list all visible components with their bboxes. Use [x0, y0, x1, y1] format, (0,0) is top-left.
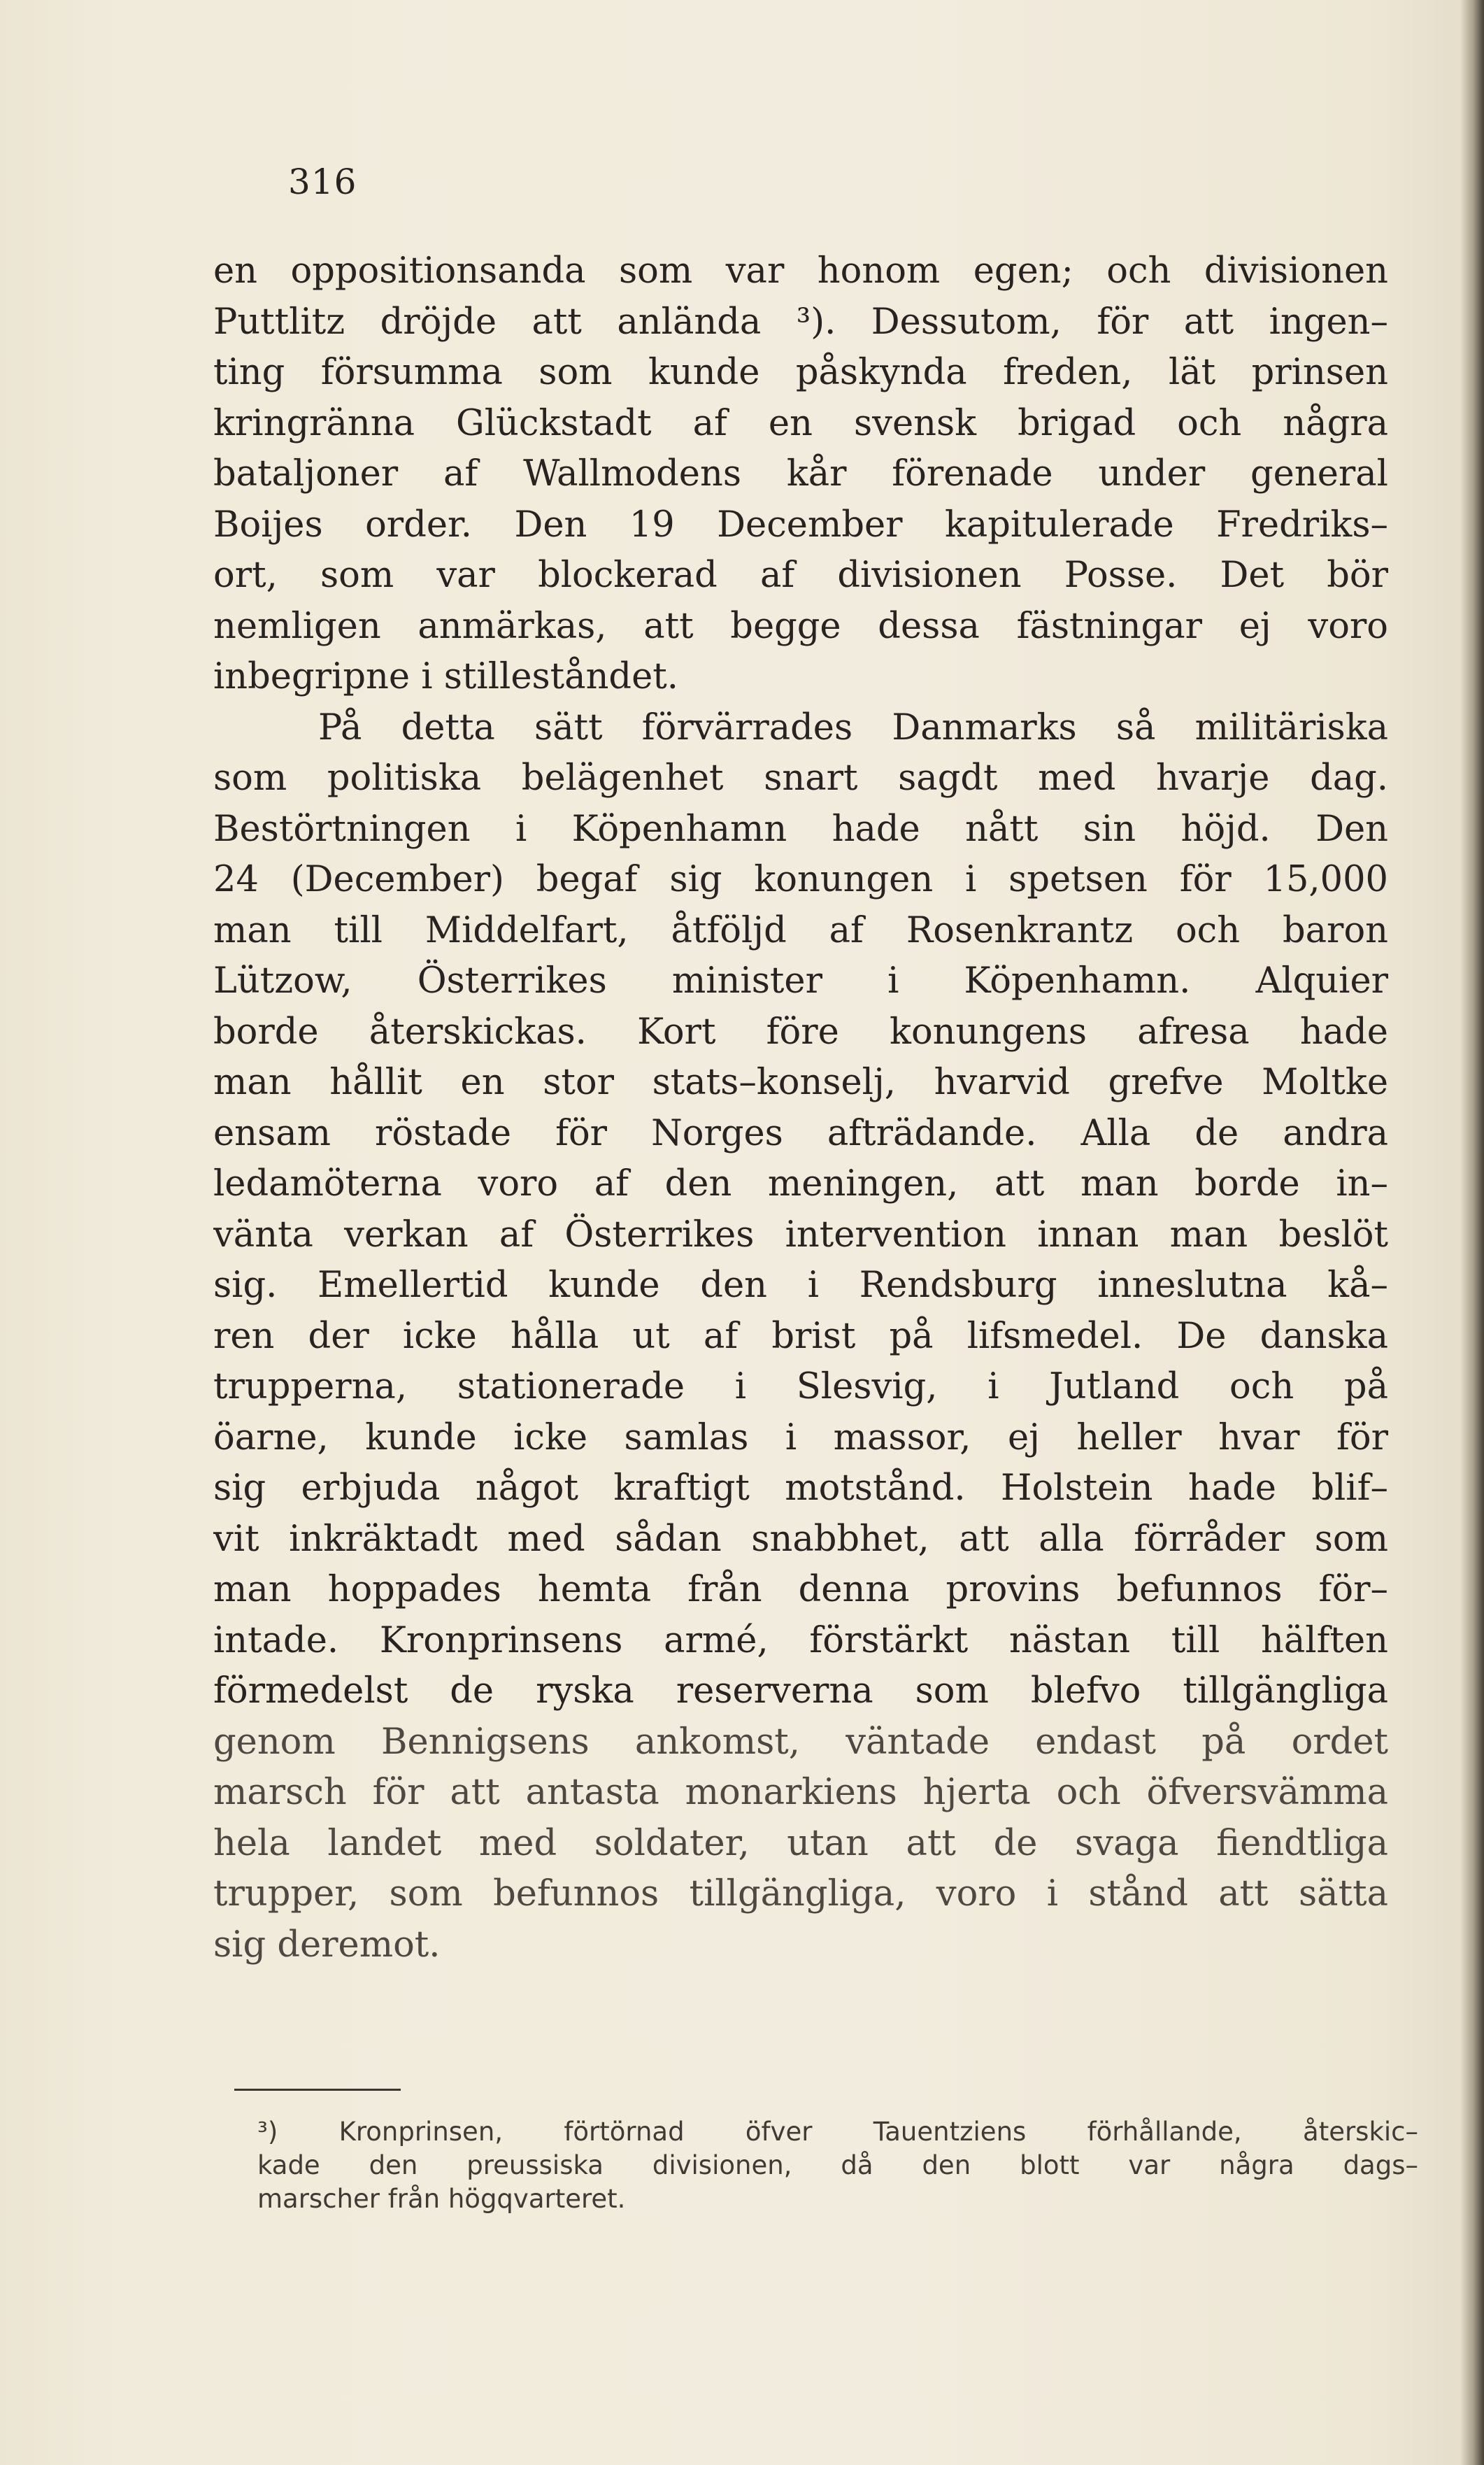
text-line: ledamöterna voro af den meningen, att man borde in–: [213, 1163, 1388, 1205]
text-line: marsch för att antasta monarkiens hjerta och öfversvämma: [213, 1772, 1388, 1813]
footnote-line: marscher från högqvarteret.: [257, 2184, 626, 2214]
text-line: en oppositionsanda som var honom egen; och divisionen: [213, 250, 1388, 292]
text-line: genom Bennigsens ankomst, väntade endast på ordet: [213, 1721, 1388, 1763]
text-line: hela landet med soldater, utan att de svaga fiendtliga: [213, 1822, 1388, 1864]
text-line: man till Middelfart, åtföljd af Rosenkrantz och baron: [213, 909, 1388, 951]
text-line: 24 (December) begaf sig konungen i spetsen för 15,000: [213, 859, 1388, 900]
text-line: trupperna, stationerade i Slesvig, i Jutland och på: [213, 1366, 1388, 1407]
text-line: ensam röstade för Norges afträdande. Alla de andra: [213, 1112, 1388, 1154]
text-line: trupper, som befunnos tillgängliga, voro i stånd att sätta: [213, 1873, 1388, 1915]
footnote: [257, 2115, 1418, 2216]
text-line: inbegripne i stilleståndet.: [213, 656, 678, 697]
text-line: sig erbjuda något kraftigt motstånd. Holstein hade blif–: [213, 1468, 1388, 1509]
text-line: sig deremot.: [213, 1924, 441, 1966]
text-line: förmedelst de ryska reserverna som blefvo tillgängliga: [213, 1670, 1388, 1712]
text-line: Bestörtningen i Köpenhamn hade nått sin höjd. Den: [213, 808, 1388, 850]
main-text: [213, 246, 1388, 1970]
text-line: öarne, kunde icke samlas i massor, ej heller hvar för: [213, 1416, 1388, 1458]
text-line: ren der icke hålla ut af brist på lifsmedel. De danska: [213, 1315, 1388, 1357]
text-line: Lützow, Österrikes minister i Köpenhamn. Alquier: [213, 960, 1388, 1002]
text-line: Puttlitz dröjde att anlända ³). Dessutom, för att ingen–: [213, 301, 1388, 343]
text-line: som politiska belägenhet snart sagdt med hvarje dag.: [213, 758, 1388, 799]
text-line: kringränna Glückstadt af en svensk brigad och några: [213, 402, 1388, 444]
text-line: borde återskickas. Kort före konungens afresa hade: [213, 1011, 1388, 1053]
text-line: man hoppades hemta från denna provins befunnos för–: [213, 1569, 1388, 1610]
text-line: bataljoner af Wallmodens kår förenade under general: [213, 453, 1388, 495]
text-line: man hållit en stor stats–konselj, hvarvid grefve Moltke: [213, 1062, 1388, 1103]
paragraph-start-line: På detta sätt förvärrades Danmarks så militäriska: [318, 706, 1388, 748]
text-line: sig. Emellertid kunde den i Rendsburg inneslutna kå–: [213, 1265, 1388, 1306]
text-line: intade. Kronprinsens armé, förstärkt nästan till hälften: [213, 1619, 1388, 1661]
footnote-rule: [234, 2089, 401, 2091]
text-line: ort, som var blockerad af divisionen Posse. Det bör: [213, 555, 1388, 596]
footnote-line: kade den preussiska divisionen, då den blott var några dags–: [257, 2150, 1418, 2180]
text-line: vänta verkan af Österrikes intervention innan man beslöt: [213, 1214, 1388, 1256]
text-line: ting försumma som kunde påskynda freden, lät prinsen: [213, 352, 1388, 393]
text-line: vit inkräktadt med sådan snabbhet, att alla förråder som: [213, 1518, 1388, 1560]
text-line: Boijes order. Den 19 December kapitulerade Fredriks–: [213, 504, 1388, 546]
text-line: nemligen anmärkas, att begge dessa fästningar ej voro: [213, 605, 1388, 647]
page-edge-shadow: [1460, 0, 1484, 2465]
page-number: 316: [288, 162, 357, 202]
footnote-line: ³) Kronprinsen, förtörnad öfver Tauentziens förhållande, återskic–: [257, 2117, 1418, 2147]
